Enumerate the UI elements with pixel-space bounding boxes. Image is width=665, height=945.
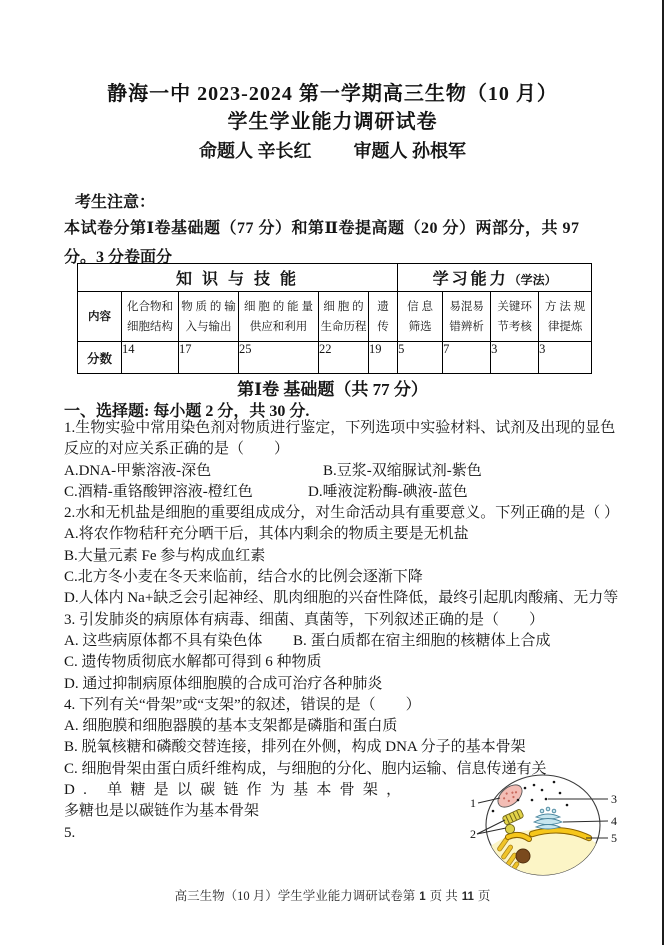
table-score-row [78, 342, 592, 374]
reviewer-label: 审题人 孙根军 [353, 141, 466, 161]
q3-stem: 3. 引发肺炎的病原体有病毒、细菌、真菌等，下列叙述正确的是（ ） [64, 611, 545, 628]
q2-option-a: A.将农作物秸秆充分晒干后，其体内剩余的物质主要是无机盐 [64, 526, 469, 543]
q4-option-d-line1: D. 单糖是以碳链作为基本骨架， [64, 782, 410, 799]
q4-option-a: A. 细胞膜和细胞器膜的基本支架都是磷脂和蛋白质 [64, 718, 398, 735]
score-cell: 22 [319, 342, 369, 374]
notice-line1: 本试卷分第Ⅰ卷基础题（77 分）和第Ⅱ卷提高题（20 分）两部分，共 97 [64, 220, 580, 237]
footer-total-pages: 11 [461, 891, 474, 903]
score-cell: 3 [539, 342, 592, 374]
diagram-label-1: 1 [470, 796, 476, 810]
q2-option-c: C.北方冬小麦在冬天来临前，结合水的比例会逐渐下降 [64, 569, 423, 586]
content-cell: 信 息 筛选 [398, 292, 443, 342]
q3-options-ab [64, 631, 624, 652]
q1-options-ab [64, 461, 624, 482]
q1-option-b: B.豆浆-双缩脲试剂-紫色 [323, 462, 482, 479]
page-footer [0, 886, 665, 904]
diagram-label-4: 4 [611, 814, 617, 828]
section1-subtitle: 一、选择题: 每小题 2 分，共 30 分. [64, 403, 310, 420]
q1-option-a: A.DNA-甲紫溶液-深色 [64, 462, 212, 479]
diagram-label-2: 2 [470, 827, 476, 841]
group-learning-ability [398, 264, 592, 292]
section1-title: 第Ⅰ卷 基础题（共 77 分） [237, 380, 428, 399]
q4-option-c: C. 细胞骨架由蛋白质纤维构成，与细胞的分化、胞内运输、信息传递有关 [64, 760, 547, 777]
content-cell: 物 质 的 输 入与输出 [179, 292, 239, 342]
author-label: 命题人 辛长红 [199, 141, 312, 161]
footer-suffix: 页 [477, 889, 491, 903]
group-knowledge-skills: 知 识 与 技 能 [78, 264, 398, 292]
score-cell: 14 [122, 342, 179, 374]
content-cell: 细 胞 的 能 量 供应和利用 [239, 292, 319, 342]
content-cell: 关键环 节考核 [491, 292, 539, 342]
group-learning-ability-label: 学习能力 [432, 271, 509, 288]
q3-option-a: A. 这些病原体都不具有染色体 [64, 632, 263, 649]
q3-option-c: C. 遗传物质彻底水解都可得到 6 种物质 [64, 654, 322, 671]
group-learning-ability-sub: （学法） [508, 273, 557, 287]
footer-page-number: 1 [419, 891, 426, 903]
content-cell: 细 胞 的 生命历程 [319, 292, 369, 342]
score-row-label: 分数 [78, 342, 122, 374]
nucleolus [516, 849, 530, 863]
content-cell: 化合物和 细胞结构 [122, 292, 179, 342]
q3-option-b: B. 蛋白质都在宿主细胞的核糖体上合成 [293, 632, 551, 649]
notice-line2: 分。3 分卷面分 [64, 249, 173, 266]
exam-title-line2: 学生学业能力调研试卷 [227, 111, 438, 133]
table-content-row [78, 292, 592, 342]
score-cell: 7 [443, 342, 491, 374]
content-cell: 方 法 规 律提炼 [539, 292, 592, 342]
q1-option-d: D.唾液淀粉酶-碘液-蓝色 [308, 483, 468, 500]
content-cell: 遗 传 [369, 292, 398, 342]
q4-stem: 4. 下列有关“骨架”或“支架”的叙述，错误的是（ ） [64, 696, 421, 713]
q1-stem-line2: 反应的对应关系正确的是（ ） [64, 441, 290, 458]
score-cell: 25 [239, 342, 319, 374]
q2-option-b: B.大量元素 Fe 参与构成血红素 [64, 547, 266, 564]
score-cell: 17 [179, 342, 239, 374]
q1-stem-line1: 1.生物实验中常用染色剂对物质进行鉴定，下列选项中实验材料、试剂及出现的显色 [64, 420, 616, 436]
notice-heading: 考生注意： [75, 194, 156, 211]
exam-authors [0, 137, 665, 163]
q1-options-cd [64, 482, 624, 503]
score-cell: 19 [369, 342, 398, 374]
q4-option-d-line2: 多糖也是以碳链作为基本骨架 [64, 803, 260, 820]
q1-option-c: C.酒精-重铬酸钾溶液-橙红色 [64, 483, 253, 500]
content-row-label: 内容 [78, 292, 122, 342]
content-cell: 易混易 错辨析 [443, 292, 491, 342]
diagram-label-5: 5 [611, 831, 617, 845]
footer-prefix: 高三生物（10 月）学生学业能力调研试卷第 [174, 889, 416, 903]
score-distribution-table [77, 263, 592, 374]
score-cell: 5 [398, 342, 443, 374]
diagram-label-3: 3 [611, 792, 617, 806]
lysosome-icon [505, 824, 514, 833]
q4-option-b: B. 脱氧核糖和磷酸交替连接，排列在外侧，构成 DNA 分子的基本骨架 [64, 739, 526, 756]
footer-mid: 页 共 [429, 889, 458, 903]
table-group-row [78, 264, 592, 292]
q2-option-d: D.人体内 Na+缺乏会引起神经、肌肉细胞的兴奋性降低，最终引起肌肉酸痛、无力等 [64, 590, 619, 607]
q5-number: 5. [64, 824, 76, 841]
score-cell: 3 [491, 342, 539, 374]
q2-stem: 2.水和无机盐是细胞的重要组成成分，对生命活动具有重要意义。下列正确的是（ ） [64, 505, 620, 522]
exam-title-line1: 静海一中 2023-2024 第一学期高三生物（10 月） [107, 83, 558, 105]
cell-diagram [462, 766, 642, 886]
q3-option-d: D. 通过抑制病原体细胞膜的合成可治疗各种肺炎 [64, 675, 383, 692]
